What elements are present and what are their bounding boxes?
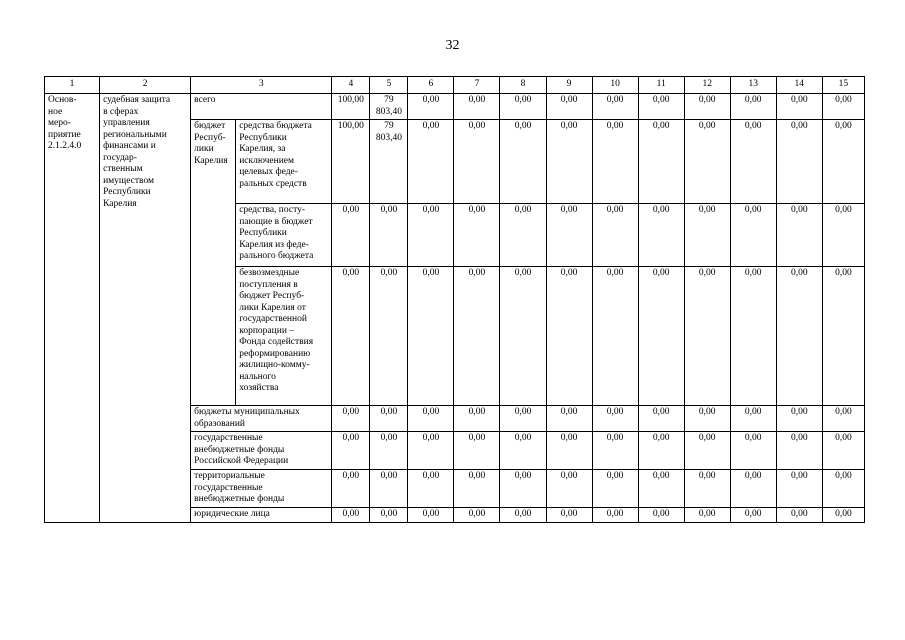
value-cell: 0,00 (730, 508, 776, 523)
value-cell: 0,00 (592, 432, 638, 470)
value-cell: 0,00 (408, 94, 454, 120)
source-label: государственные внебюджетные фонды Российской Федерации (191, 432, 332, 470)
column-number-row (45, 77, 865, 94)
column-number: 1 (45, 77, 100, 94)
column-number: 3 (191, 77, 332, 94)
column-number: 15 (822, 77, 864, 94)
value-cell: 0,00 (822, 406, 864, 432)
value-cell: 0,00 (684, 470, 730, 508)
value-cell: 0,00 (638, 406, 684, 432)
column-number: 12 (684, 77, 730, 94)
value-cell: 0,00 (454, 120, 500, 204)
column-number: 9 (546, 77, 592, 94)
value-cell: 0,00 (500, 204, 546, 267)
value-cell: 0,00 (684, 508, 730, 523)
value-cell: 0,00 (408, 432, 454, 470)
value-cell: 0,00 (776, 267, 822, 406)
value-cell: 0,00 (408, 470, 454, 508)
value-cell: 0,00 (638, 470, 684, 508)
value-cell: 0,00 (454, 508, 500, 523)
value-cell: 0,00 (684, 267, 730, 406)
value-cell: 0,00 (370, 406, 408, 432)
value-cell: 0,00 (546, 267, 592, 406)
value-cell: 0,00 (454, 432, 500, 470)
value-cell: 0,00 (546, 432, 592, 470)
value-cell: 0,00 (684, 432, 730, 470)
value-cell: 0,00 (776, 406, 822, 432)
value-cell: 0,00 (684, 94, 730, 120)
value-cell: 0,00 (500, 508, 546, 523)
value-cell: 0,00 (408, 204, 454, 267)
value-cell: 0,00 (638, 267, 684, 406)
value-cell: 0,00 (592, 406, 638, 432)
value-cell: 0,00 (500, 120, 546, 204)
value-cell: 0,00 (730, 406, 776, 432)
value-cell: 0,00 (454, 267, 500, 406)
value-cell: 0,00 (730, 267, 776, 406)
value-cell: 0,00 (370, 470, 408, 508)
column-number: 13 (730, 77, 776, 94)
value-cell: 0,00 (454, 470, 500, 508)
value-cell: 0,00 (730, 204, 776, 267)
value-cell: 0,00 (730, 432, 776, 470)
column-number: 2 (100, 77, 191, 94)
value-cell: 100,00 (332, 120, 370, 204)
value-cell: 0,00 (546, 94, 592, 120)
value-cell: 0,00 (822, 470, 864, 508)
area-cell: судебная защита в сферах управления региональными финансами и государ- ственным имуществом Республики Карелия (100, 94, 191, 523)
value-cell: 0,00 (370, 267, 408, 406)
column-number: 10 (592, 77, 638, 94)
value-cell: 0,00 (408, 508, 454, 523)
value-cell: 0,00 (638, 94, 684, 120)
value-cell: 0,00 (822, 204, 864, 267)
column-number: 7 (454, 77, 500, 94)
value-cell: 0,00 (638, 120, 684, 204)
value-cell: 0,00 (546, 508, 592, 523)
value-cell: 0,00 (822, 267, 864, 406)
value-cell: 0,00 (776, 120, 822, 204)
value-cell: 0,00 (822, 432, 864, 470)
value-cell: 0,00 (730, 94, 776, 120)
value-cell: 0,00 (500, 470, 546, 508)
value-cell: 0,00 (776, 204, 822, 267)
value-cell: 0,00 (370, 508, 408, 523)
source-label: средства, посту- пающие в бюджет Республики Карелия из феде- рального бюджета (236, 204, 332, 267)
value-cell: 0,00 (822, 120, 864, 204)
table-row (45, 94, 865, 120)
column-number: 11 (638, 77, 684, 94)
value-cell: 0,00 (776, 508, 822, 523)
value-cell: 0,00 (592, 204, 638, 267)
value-cell: 0,00 (684, 406, 730, 432)
value-cell: 0,00 (730, 470, 776, 508)
value-cell: 0,00 (500, 432, 546, 470)
value-cell: 0,00 (332, 406, 370, 432)
value-cell: 0,00 (592, 470, 638, 508)
value-cell: 0,00 (546, 406, 592, 432)
value-cell: 0,00 (500, 94, 546, 120)
value-cell: 0,00 (454, 94, 500, 120)
value-cell: 0,00 (592, 120, 638, 204)
value-cell: 0,00 (546, 204, 592, 267)
value-cell: 0,00 (408, 406, 454, 432)
column-number: 8 (500, 77, 546, 94)
value-cell: 0,00 (546, 120, 592, 204)
value-cell: 0,00 (822, 508, 864, 523)
source-label: безвозмездные поступления в бюджет Респуб- лики Карелия от государственной корпорации – Фонда содействия реформированию жилищно-комму- нального хозяйства (236, 267, 332, 406)
value-cell: 0,00 (776, 94, 822, 120)
value-cell: 0,00 (684, 120, 730, 204)
source-label: всего (191, 94, 332, 120)
value-cell: 0,00 (822, 94, 864, 120)
source-label: территориальные государственные внебюджетные фонды (191, 470, 332, 508)
column-number: 4 (332, 77, 370, 94)
value-cell: 100,00 (332, 94, 370, 120)
value-cell: 0,00 (454, 204, 500, 267)
value-cell: 0,00 (408, 120, 454, 204)
value-cell: 79 803,40 (370, 94, 408, 120)
source-label: средства бюджета Республики Карелия, за исключением целевых феде- ральных средств (236, 120, 332, 204)
value-cell: 0,00 (592, 267, 638, 406)
column-number: 5 (370, 77, 408, 94)
value-cell: 79 803,40 (370, 120, 408, 204)
value-cell: 0,00 (332, 204, 370, 267)
value-cell: 0,00 (592, 94, 638, 120)
value-cell: 0,00 (638, 204, 684, 267)
value-cell: 0,00 (500, 406, 546, 432)
value-cell: 0,00 (408, 267, 454, 406)
value-cell: 0,00 (638, 508, 684, 523)
value-cell: 0,00 (638, 432, 684, 470)
rk-budget-label: бюджет Респуб- лики Карелия (191, 120, 236, 406)
value-cell: 0,00 (332, 432, 370, 470)
value-cell: 0,00 (776, 470, 822, 508)
budget-table (44, 76, 865, 523)
value-cell: 0,00 (500, 267, 546, 406)
value-cell: 0,00 (332, 470, 370, 508)
column-number: 14 (776, 77, 822, 94)
source-label: юридические лица (191, 508, 332, 523)
value-cell: 0,00 (370, 204, 408, 267)
value-cell: 0,00 (684, 204, 730, 267)
value-cell: 0,00 (730, 120, 776, 204)
value-cell: 0,00 (454, 406, 500, 432)
source-label: бюджеты муниципальных образований (191, 406, 332, 432)
value-cell: 0,00 (332, 508, 370, 523)
event-code-cell: Основ- ное меро- приятие 2.1.2.4.0 (45, 94, 100, 523)
value-cell: 0,00 (332, 267, 370, 406)
column-number: 6 (408, 77, 454, 94)
value-cell: 0,00 (592, 508, 638, 523)
value-cell: 0,00 (776, 432, 822, 470)
value-cell: 0,00 (546, 470, 592, 508)
page-number: 32 (445, 38, 460, 53)
value-cell: 0,00 (370, 432, 408, 470)
